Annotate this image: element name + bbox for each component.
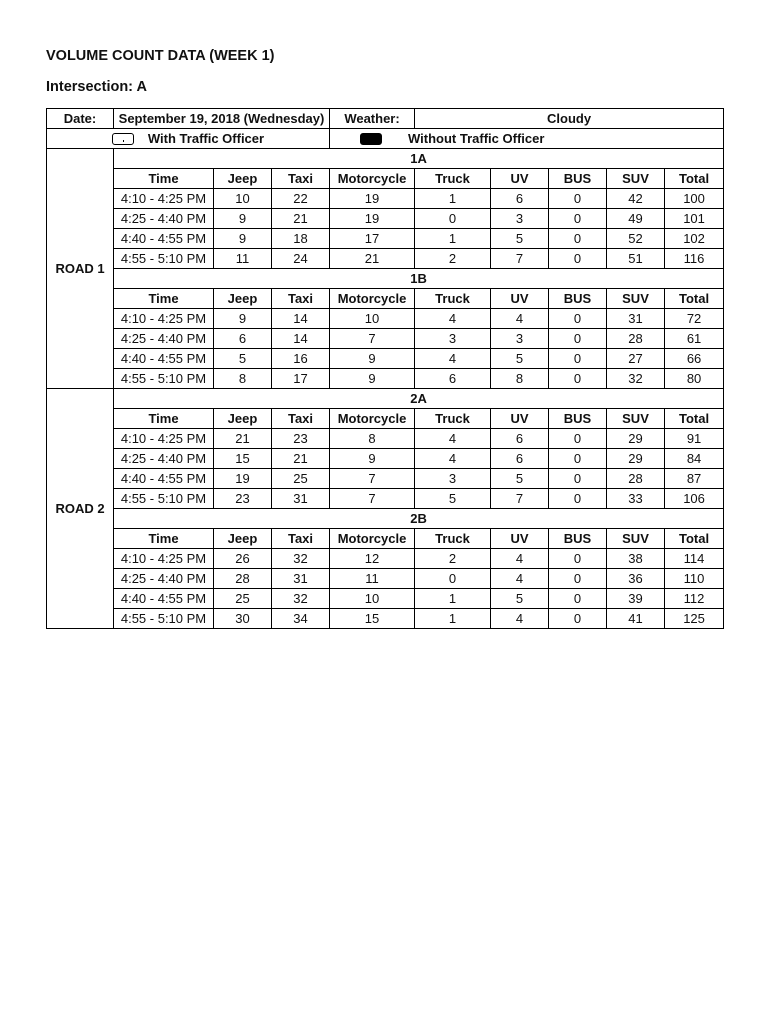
time-cell: 4:40 - 4:55 PM bbox=[114, 469, 214, 489]
count-cell: 7 bbox=[491, 249, 549, 269]
count-cell: 4 bbox=[491, 569, 549, 589]
weather-value: Cloudy bbox=[415, 109, 724, 129]
count-cell: 19 bbox=[330, 209, 415, 229]
column-header: Taxi bbox=[272, 409, 330, 429]
column-header: Truck bbox=[415, 529, 491, 549]
column-header: Time bbox=[114, 289, 214, 309]
table-row bbox=[47, 429, 724, 449]
count-cell: 10 bbox=[330, 589, 415, 609]
count-cell: 16 bbox=[272, 349, 330, 369]
count-cell: 4 bbox=[491, 309, 549, 329]
count-cell: 9 bbox=[330, 349, 415, 369]
count-cell: 23 bbox=[214, 489, 272, 509]
with-officer-cell bbox=[47, 129, 330, 149]
table-row bbox=[47, 549, 724, 569]
column-header: BUS bbox=[549, 289, 607, 309]
count-cell: 39 bbox=[607, 589, 665, 609]
table-row bbox=[47, 189, 724, 209]
count-cell: 4 bbox=[415, 309, 491, 329]
count-cell: 87 bbox=[665, 469, 724, 489]
count-cell: 116 bbox=[665, 249, 724, 269]
count-cell: 29 bbox=[607, 449, 665, 469]
time-cell: 4:25 - 4:40 PM bbox=[114, 449, 214, 469]
intersection-label: Intersection: A bbox=[46, 79, 147, 95]
count-cell: 1 bbox=[415, 229, 491, 249]
table-row bbox=[47, 449, 724, 469]
section-name: 2B bbox=[114, 509, 724, 529]
count-cell: 33 bbox=[607, 489, 665, 509]
table-row bbox=[47, 589, 724, 609]
count-cell: 0 bbox=[549, 249, 607, 269]
column-header: Motorcycle bbox=[330, 529, 415, 549]
count-cell: 6 bbox=[214, 329, 272, 349]
count-cell: 0 bbox=[549, 229, 607, 249]
count-cell: 4 bbox=[491, 609, 549, 629]
with-officer-checkbox[interactable] bbox=[112, 133, 134, 145]
count-cell: 7 bbox=[330, 329, 415, 349]
column-header: BUS bbox=[549, 529, 607, 549]
count-cell: 21 bbox=[330, 249, 415, 269]
count-cell: 29 bbox=[607, 429, 665, 449]
count-cell: 9 bbox=[330, 449, 415, 469]
table-row bbox=[47, 489, 724, 509]
count-cell: 32 bbox=[272, 589, 330, 609]
count-cell: 0 bbox=[549, 609, 607, 629]
road-label: ROAD 1 bbox=[47, 149, 114, 389]
count-cell: 31 bbox=[272, 569, 330, 589]
count-cell: 0 bbox=[549, 209, 607, 229]
table-row bbox=[47, 349, 724, 369]
column-header-row bbox=[47, 169, 724, 189]
time-cell: 4:55 - 5:10 PM bbox=[114, 369, 214, 389]
column-header: Jeep bbox=[214, 289, 272, 309]
column-header: Total bbox=[665, 169, 724, 189]
table-row bbox=[47, 369, 724, 389]
column-header: Time bbox=[114, 409, 214, 429]
count-cell: 25 bbox=[214, 589, 272, 609]
count-cell: 8 bbox=[330, 429, 415, 449]
count-cell: 72 bbox=[665, 309, 724, 329]
count-cell: 5 bbox=[214, 349, 272, 369]
column-header: Jeep bbox=[214, 169, 272, 189]
column-header: Taxi bbox=[272, 289, 330, 309]
time-cell: 4:10 - 4:25 PM bbox=[114, 309, 214, 329]
count-cell: 23 bbox=[272, 429, 330, 449]
count-cell: 3 bbox=[415, 469, 491, 489]
count-cell: 106 bbox=[665, 489, 724, 509]
count-cell: 21 bbox=[214, 429, 272, 449]
time-cell: 4:55 - 5:10 PM bbox=[114, 609, 214, 629]
count-cell: 0 bbox=[549, 469, 607, 489]
count-cell: 3 bbox=[415, 329, 491, 349]
count-cell: 8 bbox=[214, 369, 272, 389]
column-header: SUV bbox=[607, 169, 665, 189]
date-value: September 19, 2018 (Wednesday) bbox=[114, 109, 330, 129]
count-cell: 1 bbox=[415, 189, 491, 209]
count-cell: 5 bbox=[491, 589, 549, 609]
count-cell: 32 bbox=[272, 549, 330, 569]
with-officer-label: With Traffic Officer bbox=[147, 130, 265, 146]
count-cell: 22 bbox=[272, 189, 330, 209]
count-cell: 0 bbox=[549, 189, 607, 209]
count-cell: 8 bbox=[491, 369, 549, 389]
count-cell: 100 bbox=[665, 189, 724, 209]
column-header-row bbox=[47, 529, 724, 549]
table-row bbox=[47, 209, 724, 229]
time-cell: 4:25 - 4:40 PM bbox=[114, 209, 214, 229]
time-cell: 4:40 - 4:55 PM bbox=[114, 589, 214, 609]
count-cell: 102 bbox=[665, 229, 724, 249]
count-cell: 9 bbox=[214, 229, 272, 249]
table-row bbox=[47, 469, 724, 489]
count-cell: 10 bbox=[214, 189, 272, 209]
count-cell: 10 bbox=[330, 309, 415, 329]
column-header: Total bbox=[665, 529, 724, 549]
column-header-row bbox=[47, 289, 724, 309]
count-cell: 32 bbox=[607, 369, 665, 389]
document-title: VOLUME COUNT DATA (WEEK 1) bbox=[46, 48, 275, 64]
count-cell: 0 bbox=[549, 369, 607, 389]
count-cell: 0 bbox=[415, 569, 491, 589]
column-header: Time bbox=[114, 169, 214, 189]
count-cell: 21 bbox=[272, 449, 330, 469]
count-cell: 6 bbox=[491, 449, 549, 469]
count-cell: 0 bbox=[549, 569, 607, 589]
count-cell: 4 bbox=[415, 449, 491, 469]
without-officer-label: Without Traffic Officer bbox=[408, 130, 545, 146]
count-cell: 6 bbox=[415, 369, 491, 389]
time-cell: 4:25 - 4:40 PM bbox=[114, 569, 214, 589]
count-cell: 1 bbox=[415, 589, 491, 609]
without-officer-checkbox[interactable] bbox=[360, 133, 382, 145]
count-cell: 66 bbox=[665, 349, 724, 369]
column-header: UV bbox=[491, 529, 549, 549]
time-cell: 4:55 - 5:10 PM bbox=[114, 489, 214, 509]
time-cell: 4:10 - 4:25 PM bbox=[114, 189, 214, 209]
count-cell: 11 bbox=[330, 569, 415, 589]
count-cell: 0 bbox=[415, 209, 491, 229]
column-header: Taxi bbox=[272, 529, 330, 549]
count-cell: 112 bbox=[665, 589, 724, 609]
count-cell: 51 bbox=[607, 249, 665, 269]
count-cell: 5 bbox=[491, 229, 549, 249]
count-cell: 11 bbox=[214, 249, 272, 269]
column-header: Jeep bbox=[214, 409, 272, 429]
count-cell: 28 bbox=[607, 469, 665, 489]
weather-label: Weather: bbox=[330, 109, 415, 129]
count-cell: 9 bbox=[214, 209, 272, 229]
count-cell: 18 bbox=[272, 229, 330, 249]
count-cell: 28 bbox=[607, 329, 665, 349]
section-title-row bbox=[47, 509, 724, 529]
count-cell: 3 bbox=[491, 209, 549, 229]
count-cell: 9 bbox=[214, 309, 272, 329]
count-cell: 34 bbox=[272, 609, 330, 629]
count-cell: 38 bbox=[607, 549, 665, 569]
column-header: SUV bbox=[607, 289, 665, 309]
count-cell: 1 bbox=[415, 609, 491, 629]
count-cell: 31 bbox=[272, 489, 330, 509]
time-cell: 4:55 - 5:10 PM bbox=[114, 249, 214, 269]
table-row bbox=[47, 249, 724, 269]
count-cell: 0 bbox=[549, 349, 607, 369]
count-cell: 49 bbox=[607, 209, 665, 229]
column-header: Taxi bbox=[272, 169, 330, 189]
count-cell: 14 bbox=[272, 329, 330, 349]
column-header: UV bbox=[491, 289, 549, 309]
count-cell: 19 bbox=[214, 469, 272, 489]
count-cell: 17 bbox=[330, 229, 415, 249]
count-cell: 24 bbox=[272, 249, 330, 269]
count-cell: 9 bbox=[330, 369, 415, 389]
count-cell: 25 bbox=[272, 469, 330, 489]
count-cell: 15 bbox=[330, 609, 415, 629]
count-cell: 2 bbox=[415, 249, 491, 269]
column-header: SUV bbox=[607, 409, 665, 429]
section-title-row bbox=[47, 269, 724, 289]
column-header: Truck bbox=[415, 409, 491, 429]
count-cell: 5 bbox=[491, 469, 549, 489]
count-cell: 5 bbox=[415, 489, 491, 509]
column-header: Time bbox=[114, 529, 214, 549]
count-cell: 14 bbox=[272, 309, 330, 329]
column-header: Jeep bbox=[214, 529, 272, 549]
count-cell: 3 bbox=[491, 329, 549, 349]
table-row bbox=[47, 569, 724, 589]
count-cell: 0 bbox=[549, 489, 607, 509]
column-header: Total bbox=[665, 409, 724, 429]
count-cell: 52 bbox=[607, 229, 665, 249]
count-cell: 2 bbox=[415, 549, 491, 569]
count-cell: 30 bbox=[214, 609, 272, 629]
count-cell: 0 bbox=[549, 549, 607, 569]
date-label: Date: bbox=[47, 109, 114, 129]
column-header: BUS bbox=[549, 169, 607, 189]
column-header: UV bbox=[491, 169, 549, 189]
section-name: 1B bbox=[114, 269, 724, 289]
without-officer-cell bbox=[330, 129, 724, 149]
table-row bbox=[47, 329, 724, 349]
volume-count-table bbox=[46, 108, 724, 629]
column-header: Truck bbox=[415, 169, 491, 189]
time-cell: 4:40 - 4:55 PM bbox=[114, 229, 214, 249]
count-cell: 27 bbox=[607, 349, 665, 369]
count-cell: 7 bbox=[491, 489, 549, 509]
count-cell: 15 bbox=[214, 449, 272, 469]
count-cell: 5 bbox=[491, 349, 549, 369]
count-cell: 7 bbox=[330, 469, 415, 489]
section-title-row bbox=[47, 389, 724, 409]
time-cell: 4:25 - 4:40 PM bbox=[114, 329, 214, 349]
count-cell: 4 bbox=[491, 549, 549, 569]
column-header: Motorcycle bbox=[330, 289, 415, 309]
count-cell: 4 bbox=[415, 429, 491, 449]
count-cell: 7 bbox=[330, 489, 415, 509]
count-cell: 61 bbox=[665, 329, 724, 349]
count-cell: 19 bbox=[330, 189, 415, 209]
count-cell: 41 bbox=[607, 609, 665, 629]
count-cell: 0 bbox=[549, 429, 607, 449]
time-cell: 4:10 - 4:25 PM bbox=[114, 429, 214, 449]
count-cell: 110 bbox=[665, 569, 724, 589]
count-cell: 0 bbox=[549, 329, 607, 349]
column-header: BUS bbox=[549, 409, 607, 429]
count-cell: 21 bbox=[272, 209, 330, 229]
count-cell: 26 bbox=[214, 549, 272, 569]
time-cell: 4:10 - 4:25 PM bbox=[114, 549, 214, 569]
column-header: Truck bbox=[415, 289, 491, 309]
count-cell: 42 bbox=[607, 189, 665, 209]
table-row bbox=[47, 229, 724, 249]
count-cell: 6 bbox=[491, 429, 549, 449]
section-name: 2A bbox=[114, 389, 724, 409]
count-cell: 0 bbox=[549, 449, 607, 469]
column-header: SUV bbox=[607, 529, 665, 549]
table-row bbox=[47, 609, 724, 629]
section-name: 1A bbox=[114, 149, 724, 169]
count-cell: 80 bbox=[665, 369, 724, 389]
count-cell: 114 bbox=[665, 549, 724, 569]
count-cell: 125 bbox=[665, 609, 724, 629]
count-cell: 84 bbox=[665, 449, 724, 469]
column-header: UV bbox=[491, 409, 549, 429]
count-cell: 6 bbox=[491, 189, 549, 209]
count-cell: 31 bbox=[607, 309, 665, 329]
time-cell: 4:40 - 4:55 PM bbox=[114, 349, 214, 369]
column-header: Motorcycle bbox=[330, 169, 415, 189]
count-cell: 36 bbox=[607, 569, 665, 589]
count-cell: 101 bbox=[665, 209, 724, 229]
count-cell: 91 bbox=[665, 429, 724, 449]
column-header: Total bbox=[665, 289, 724, 309]
count-cell: 12 bbox=[330, 549, 415, 569]
section-title-row bbox=[47, 149, 724, 169]
table-row bbox=[47, 309, 724, 329]
count-cell: 0 bbox=[549, 309, 607, 329]
column-header: Motorcycle bbox=[330, 409, 415, 429]
count-cell: 17 bbox=[272, 369, 330, 389]
count-cell: 28 bbox=[214, 569, 272, 589]
count-cell: 4 bbox=[415, 349, 491, 369]
road-label: ROAD 2 bbox=[47, 389, 114, 629]
count-cell: 0 bbox=[549, 589, 607, 609]
column-header-row bbox=[47, 409, 724, 429]
